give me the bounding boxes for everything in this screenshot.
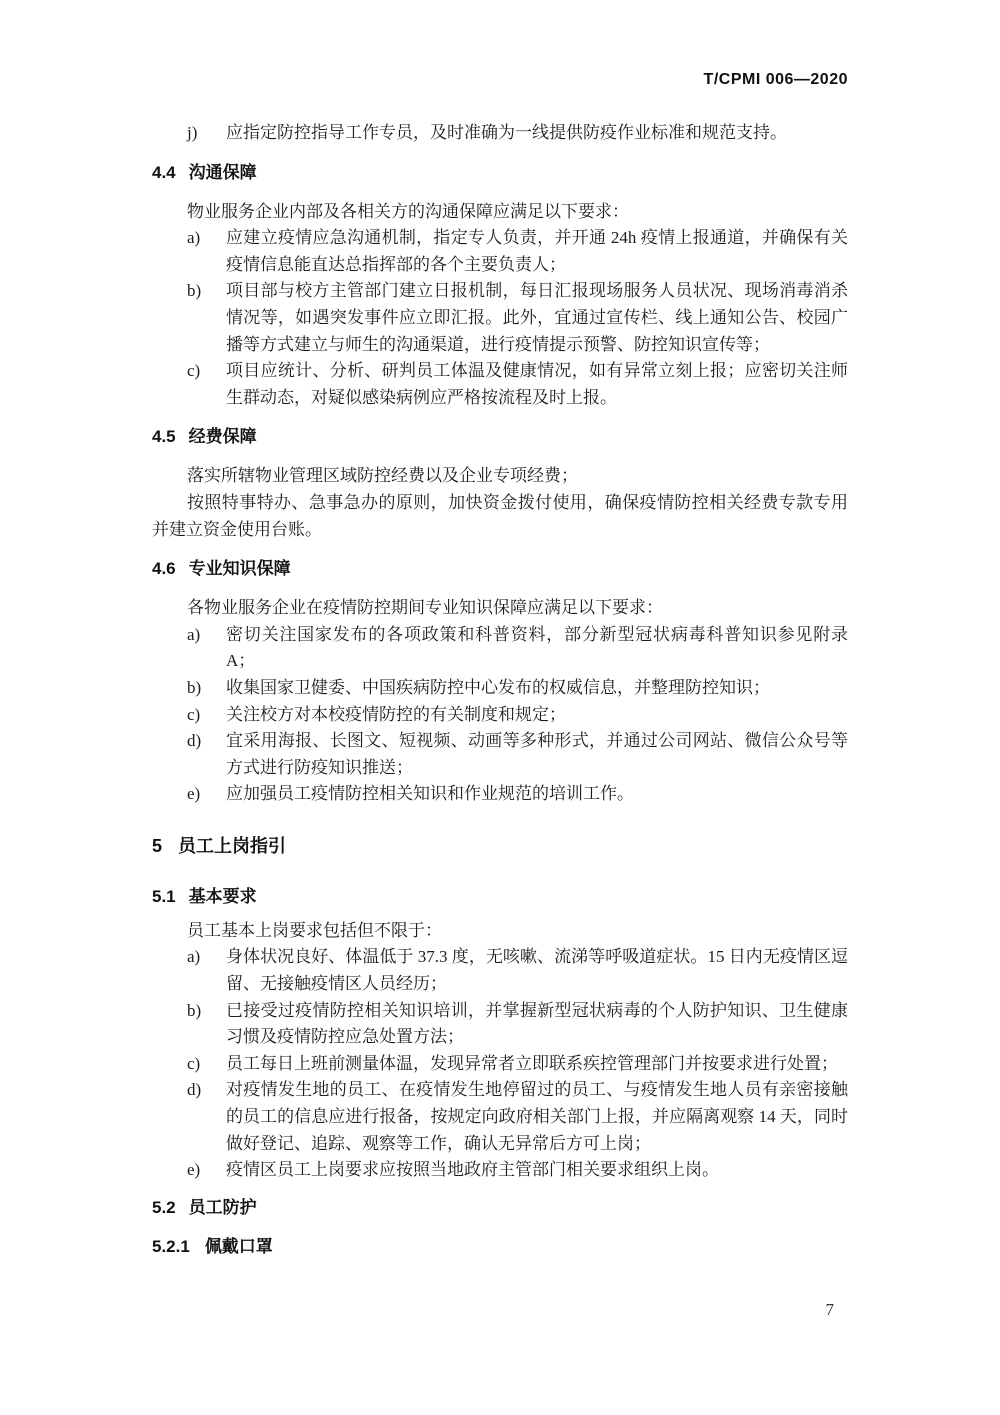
list-item-label: b) xyxy=(187,1000,202,1020)
section-number: 5.2.1 xyxy=(152,1236,190,1256)
list-item-label: d) xyxy=(187,731,202,751)
section-title: 佩戴口罩 xyxy=(204,1236,273,1256)
list-item-text: 关注校方对本校疫情防控的有关制度和规定； xyxy=(226,704,566,724)
section-number: 5.2 xyxy=(152,1197,176,1217)
section-heading-5-1 xyxy=(152,883,848,910)
document-code-header: T/CPMI 006—2020 xyxy=(703,71,848,88)
list-item-text: 已接受过疫情防控相关知识培训，并掌握新型冠状病毒的个人防护知识、卫生健康习惯及疫情防控应急处置方法； xyxy=(226,1000,848,1047)
list-item-label: c) xyxy=(187,1053,201,1073)
list-item-label: e) xyxy=(187,1160,201,1180)
list-item-text: 项目部与校方主管部门建立日报机制，每日汇报现场服务人员状况、现场消毒消杀情况等，如遇突发事件应立即汇报。此外，宜通过宣传栏、线上通知公告、校园广播等方式建立与师生的沟通渠道，进行疫情提示预警、防控知识宣传等； xyxy=(226,281,848,354)
page-number: 7 xyxy=(825,1300,834,1319)
section-4-5-paragraph: 落实所辖物业管理区域防控经费以及企业专项经费； xyxy=(187,466,578,486)
list-item-text: 收集国家卫健委、中国疾病防控中心发布的权威信息，并整理防控知识； xyxy=(226,677,770,697)
list-item xyxy=(152,1157,848,1184)
list-item-text: 疫情区员工上岗要求应按照当地政府主管部门相关要求组织上岗。 xyxy=(226,1160,719,1180)
list-item xyxy=(152,944,848,997)
list-item-text: 员工每日上班前测量体温，发现异常者立即联系疾控管理部门并按要求进行处置； xyxy=(226,1053,838,1073)
list-item-label: j) xyxy=(187,123,198,142)
list-item xyxy=(152,358,848,411)
section-heading-4-4 xyxy=(152,159,848,186)
list-item xyxy=(152,675,848,702)
list-item-label: e) xyxy=(187,784,201,804)
list-item-label: b) xyxy=(187,677,202,697)
list-item-label: d) xyxy=(187,1080,202,1100)
section-title: 经费保障 xyxy=(188,427,257,447)
section-title: 员工防护 xyxy=(188,1197,257,1217)
section-heading-4-5 xyxy=(152,423,848,450)
list-item-text: 项目应统计、分析、研判员工体温及健康情况，如有异常立刻上报；应密切关注师生群动态，对疑似感染病例应严格按流程及时上报。 xyxy=(226,361,848,407)
section-title: 基本要求 xyxy=(188,886,257,906)
list-item-text: 应建立疫情应急沟通机制，指定专人负责，并开通 24h 疫情上报通道，并确保有关疫情信息能直达总指挥部的各个主要负责人； xyxy=(226,228,848,274)
section-5-1-intro: 员工基本上岗要求包括但不限于： xyxy=(187,920,442,940)
list-item xyxy=(152,1077,848,1157)
list-item-text: 密切关注国家发布的各项政策和科普资料，部分新型冠状病毒科普知识参见附录A； xyxy=(226,624,848,671)
list-item-text: 应加强员工疫情防控相关知识和作业规范的培训工作。 xyxy=(226,784,634,804)
list-item xyxy=(152,998,848,1051)
list-item-text: 对疫情发生地的员工、在疫情发生地停留过的员工、与疫情发生地人员有亲密接触的员工的信息应进行报备，按规定向政府相关部门上报，并应隔离观察 14 天，同时做好登记、追踪、观察等工作，确认无异常后方可上岗； xyxy=(226,1080,848,1153)
list-item-j xyxy=(152,120,848,147)
section-heading-5-2 xyxy=(152,1194,848,1221)
section-number: 4.5 xyxy=(152,427,176,447)
section-number: 4.6 xyxy=(152,559,176,579)
list-item-label: b) xyxy=(187,281,202,301)
section-4-4-intro: 物业服务企业内部及各相关方的沟通保障应满足以下要求： xyxy=(187,201,629,221)
section-number: 4.4 xyxy=(152,162,176,182)
list-item xyxy=(152,781,848,808)
section-number: 5.1 xyxy=(152,886,176,906)
list-item xyxy=(152,278,848,358)
list-item-label: a) xyxy=(187,624,201,644)
section-title: 专业知识保障 xyxy=(188,559,291,579)
list-item-label: a) xyxy=(187,228,201,248)
list-item-label: c) xyxy=(187,361,201,381)
list-item-label: c) xyxy=(187,704,201,724)
list-item xyxy=(152,225,848,278)
chapter-title: 员工上岗指引 xyxy=(178,835,287,856)
list-item-label: a) xyxy=(187,947,201,967)
section-heading-5-2-1 xyxy=(152,1233,848,1260)
chapter-number: 5 xyxy=(152,835,163,856)
section-heading-4-6 xyxy=(152,555,848,582)
list-item xyxy=(152,622,848,675)
list-item xyxy=(152,702,848,729)
list-item-text: 身体状况良好、体温低于 37.3 度，无咳嗽、流涕等呼吸道症状。15 日内无疫情区逗留、无接触疫情区人员经历； xyxy=(226,947,848,994)
section-title: 沟通保障 xyxy=(188,162,257,182)
list-item-text: 宜采用海报、长图文、短视频、动画等多种形式，并通过公司网站、微信公众号等方式进行防疫知识推送； xyxy=(226,731,848,777)
section-4-5-paragraph: 按照特事特办、急事急办的原则，加快资金拨付使用，确保疫情防控相关经费专款专用并建立资金使用台账。 xyxy=(152,492,848,539)
chapter-heading-5 xyxy=(152,833,848,860)
list-item xyxy=(152,728,848,781)
list-item xyxy=(152,1051,848,1078)
section-4-6-intro: 各物业服务企业在疫情防控期间专业知识保障应满足以下要求： xyxy=(187,598,663,618)
list-item-text: 应指定防控指导工作专员，及时准确为一线提供防疫作业标准和规范支持。 xyxy=(226,123,787,142)
